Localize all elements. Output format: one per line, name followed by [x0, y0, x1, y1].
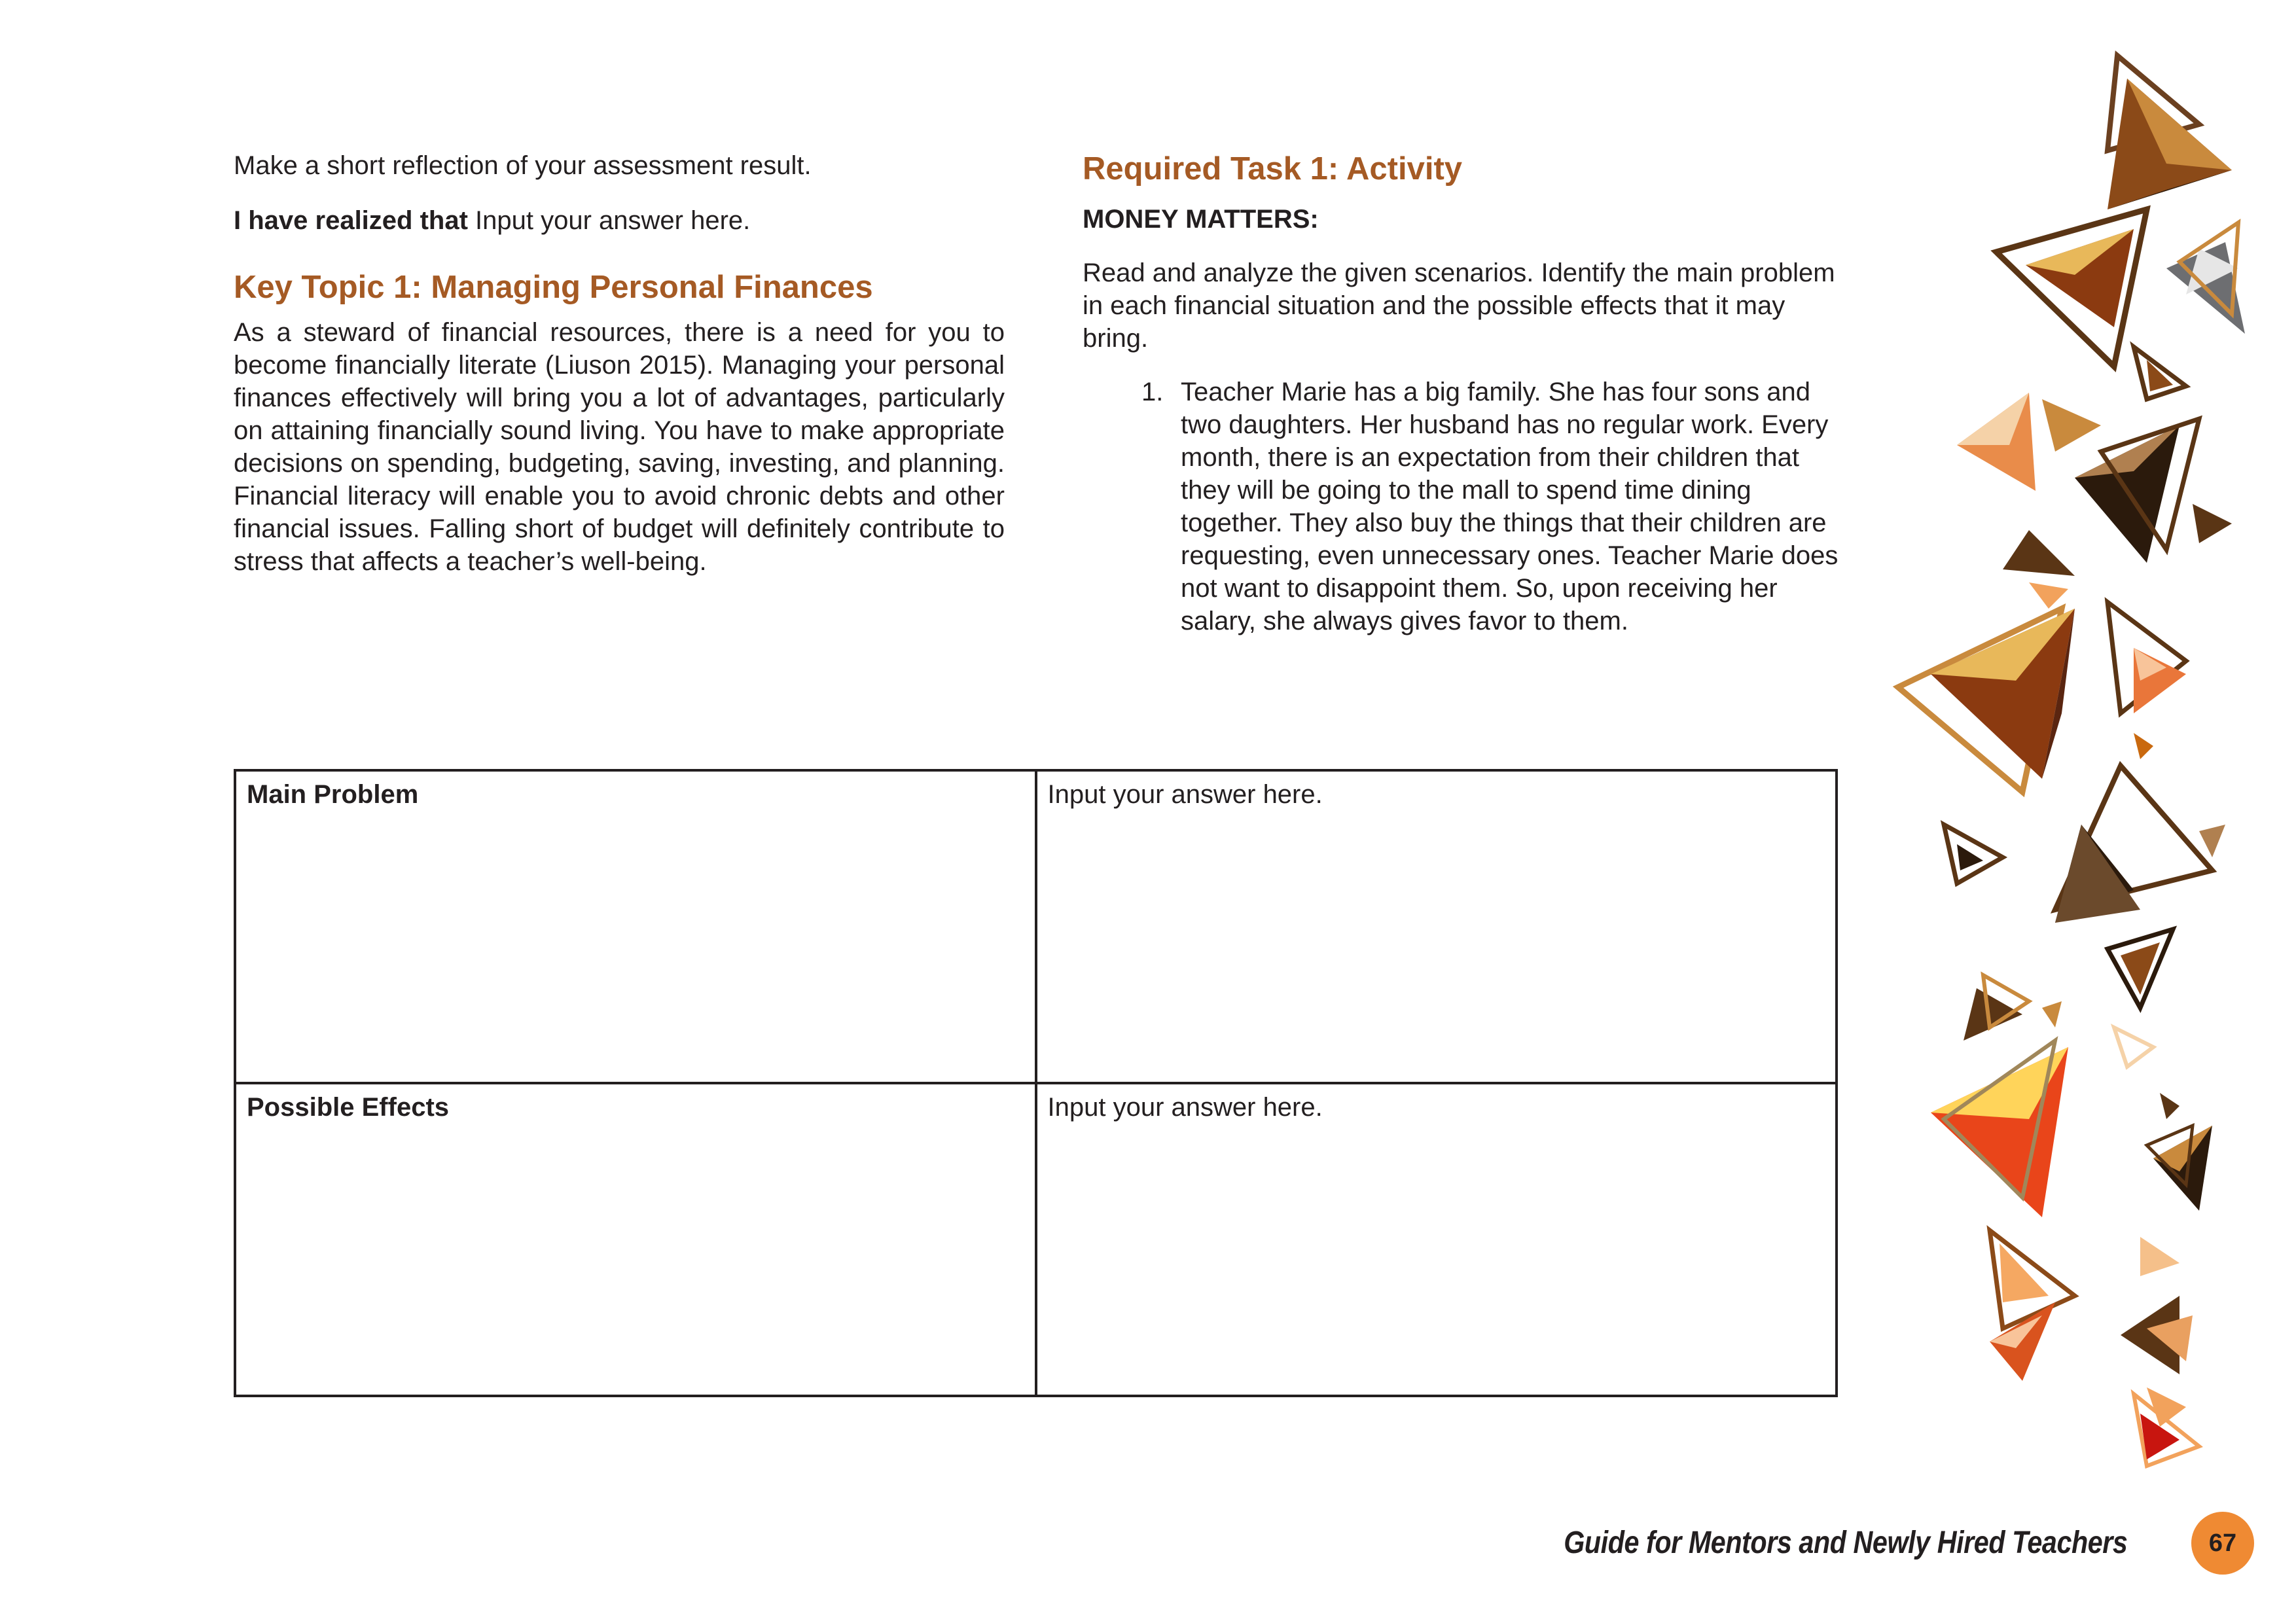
scenario-number: 1.: [1141, 378, 1164, 406]
table-row: [235, 1083, 1837, 1396]
page-number-badge: 67: [2191, 1512, 2254, 1575]
money-matters-subheading: MONEY MATTERS:: [1083, 205, 1319, 234]
possible-effects-answer-field[interactable]: Input your answer here.: [1036, 1083, 1837, 1396]
task-heading: Required Task 1: Activity: [1083, 151, 1463, 187]
key-topic-body: As a steward of financial resources, there is a need for you to become financially literate (Liuson 2015). Managing your personal finances effectively will bring you a lot of advantages, particularly on attaining financially sound living. You have to make appropriate decisions on spending, budgeting, saving, investing, and planning. Financial literacy will enable you to avoid chronic debts and other financial issues. Falling short of budget will definitely contribute to stress that affects a teacher’s well-being.: [234, 318, 1005, 576]
main-problem-label: Main Problem: [235, 770, 1036, 1083]
main-problem-answer-field[interactable]: Input your answer here.: [1036, 770, 1837, 1083]
realized-answer-field[interactable]: Input your answer here.: [467, 206, 751, 235]
realized-label: I have realized that: [234, 206, 468, 235]
task-instructions: Read and analyze the given scenarios. Identify the main problem in each financial situation and the possible effects that it may bring.: [1083, 259, 1835, 353]
right-column: [1083, 149, 1842, 637]
answer-table: [234, 769, 1838, 1397]
reflection-prompt: Make a short reflection of your assessment result.: [234, 151, 812, 180]
scenario-text: Teacher Marie has a big family. She has four sons and two daughters. Her husband has no regular work. Every month, there is an expectation from their children that they will be going to the mall to spend time dining together. They also buy the things that their children are requesting, even unnecessary ones. Teacher Marie does not want to disappoint them. So, upon receiving her salary, she always gives favor to them.: [1181, 378, 1839, 635]
triangle-decoration: [1859, 20, 2296, 1512]
key-topic-heading: Key Topic 1: Managing Personal Finances: [234, 270, 873, 305]
scenario-number-cell: [1083, 376, 1181, 637]
possible-effects-label: Possible Effects: [235, 1083, 1036, 1396]
footer-title: Guide for Mentors and Newly Hired Teachers: [1563, 1525, 2127, 1560]
table-row: [235, 770, 1837, 1083]
scenario-item: [1083, 376, 1842, 637]
left-column: [234, 149, 1005, 578]
realized-line: [234, 204, 1005, 237]
